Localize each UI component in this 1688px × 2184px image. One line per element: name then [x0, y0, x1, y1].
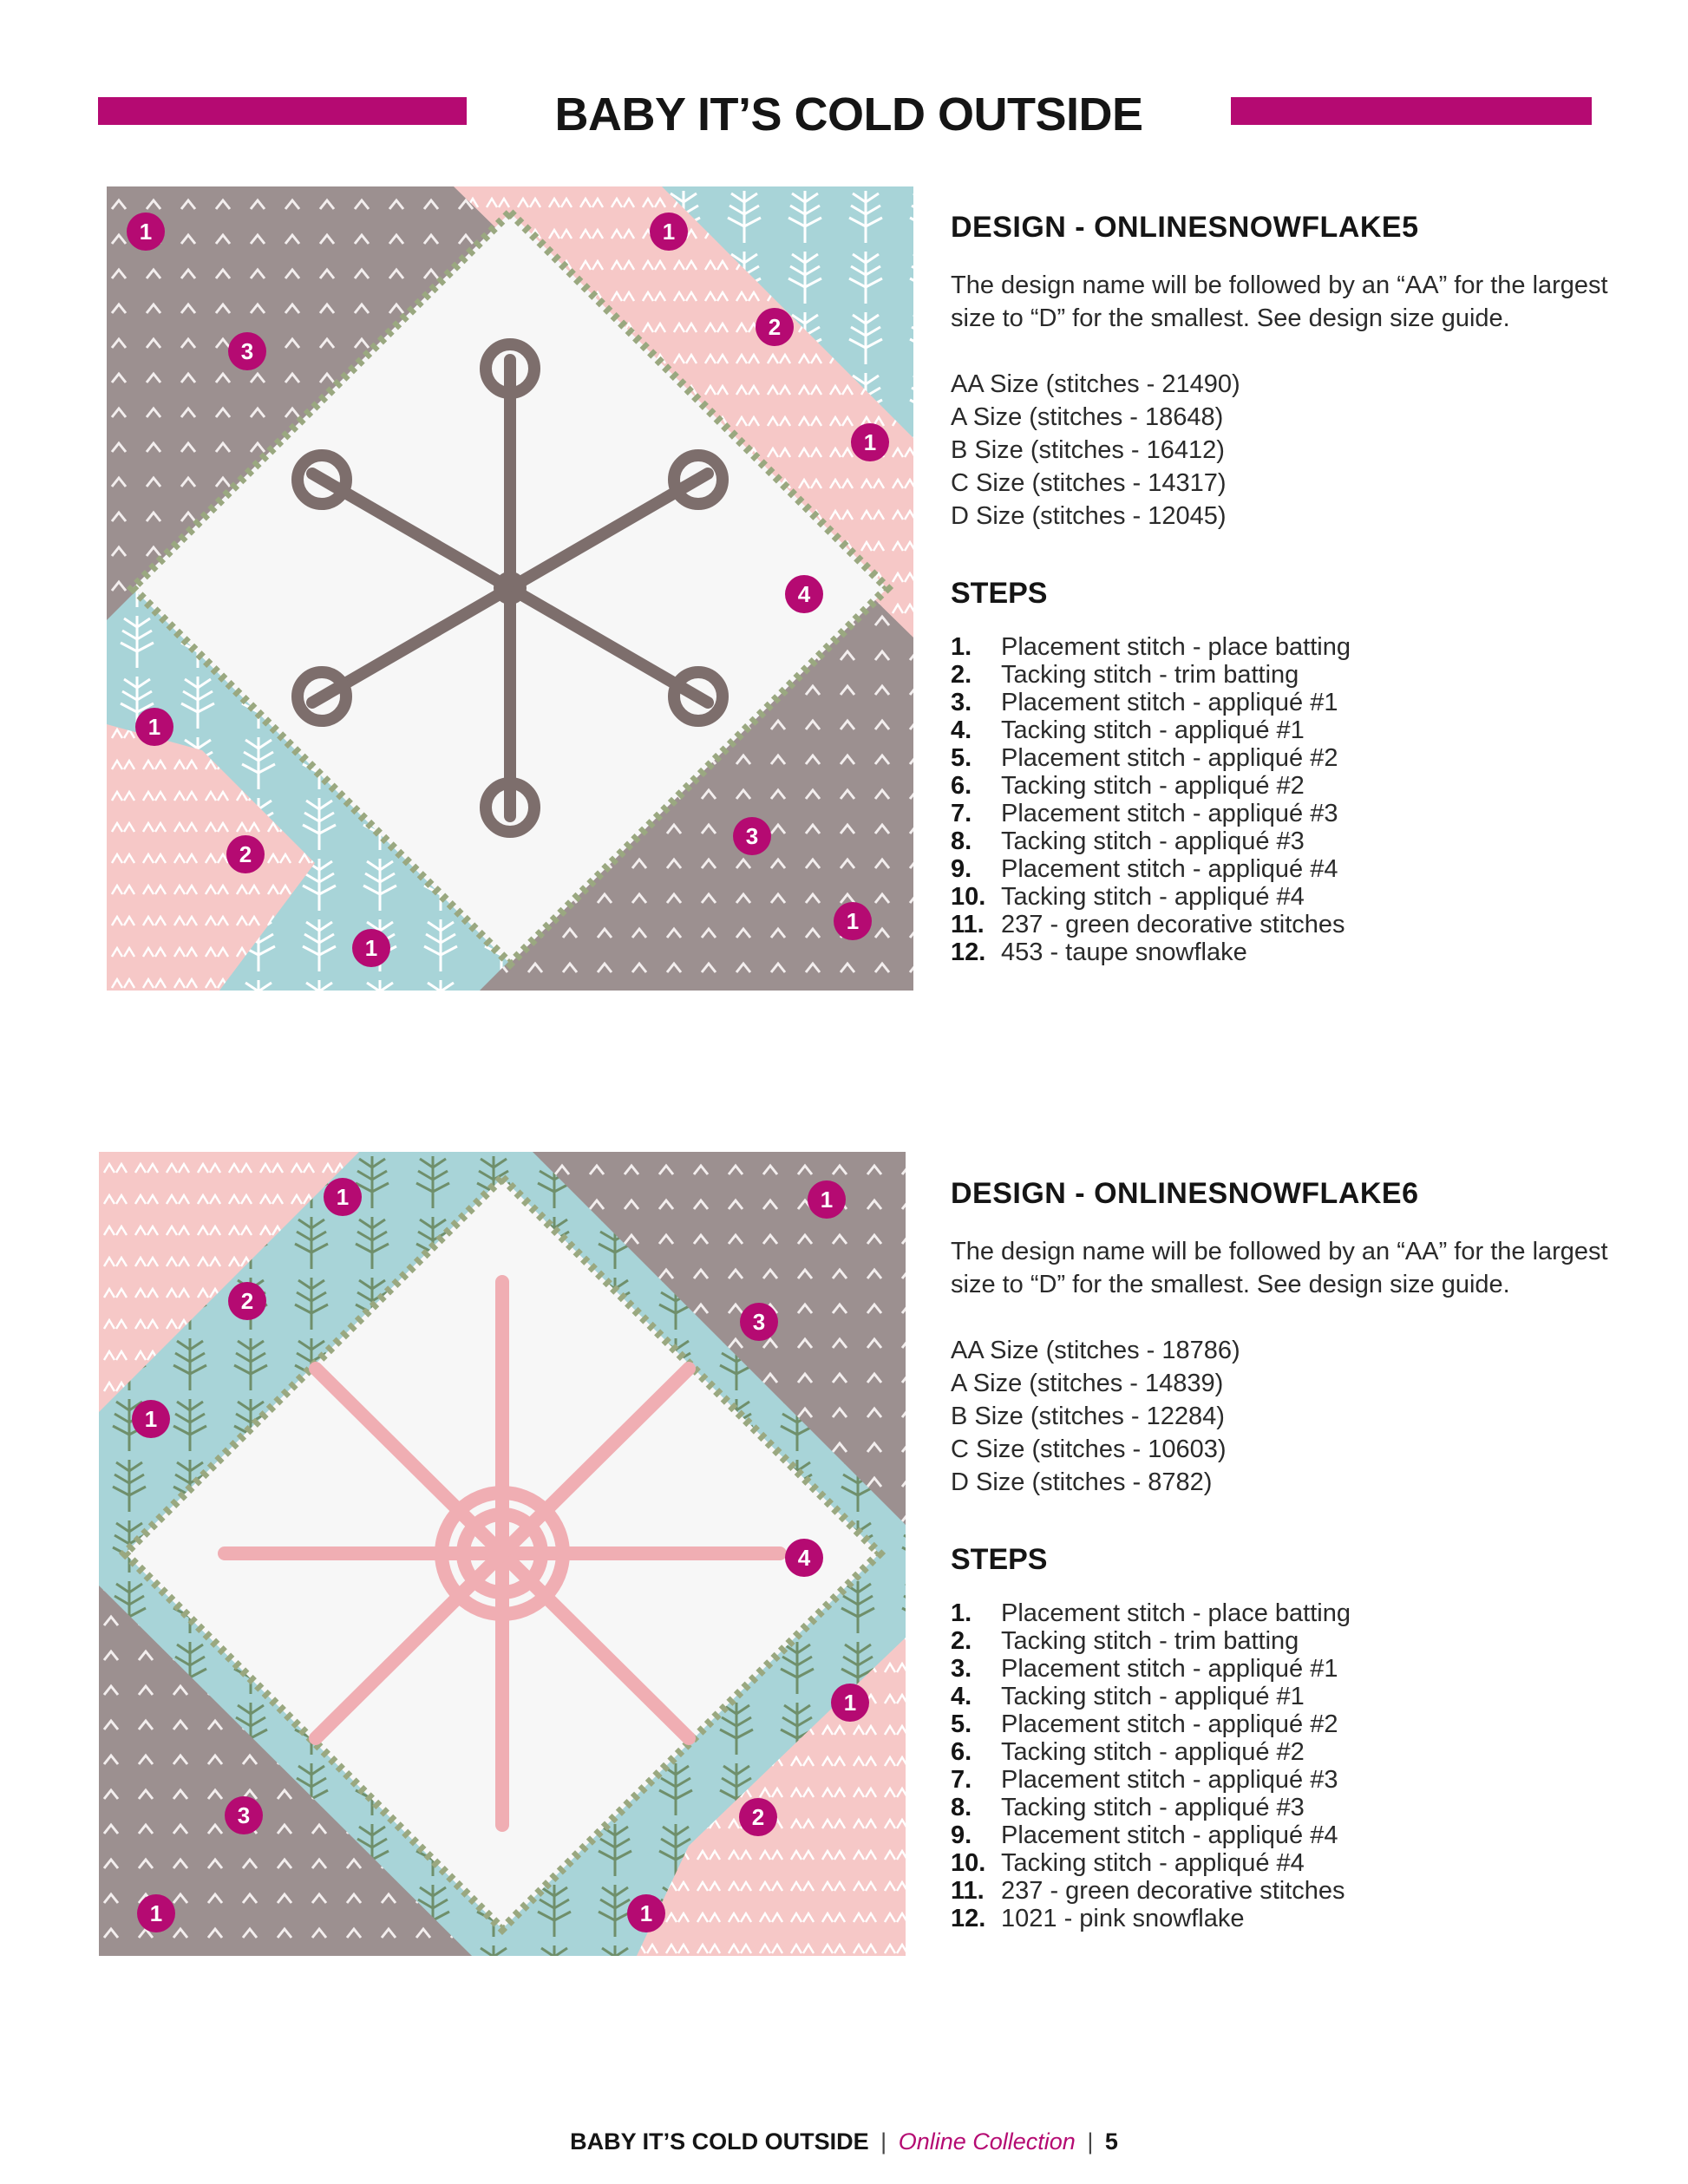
- svg-text:1: 1: [863, 429, 877, 455]
- step-item: 4. Tacking stitch - appliqué #1: [951, 716, 1305, 744]
- size-item: A Size (stitches - 14839): [951, 1370, 1224, 1397]
- svg-text:1: 1: [364, 935, 378, 961]
- step-item: 10. Tacking stitch - appliqué #4: [951, 1849, 1305, 1877]
- footer-separator: |: [1087, 2128, 1094, 2155]
- svg-text:1: 1: [639, 1900, 653, 1926]
- quilt-image-onlinesnowflake5: [107, 186, 913, 991]
- footer-title: BABY IT’S COLD OUTSIDE: [570, 2128, 869, 2155]
- page-title: BABY IT’S COLD OUTSIDE: [554, 88, 1143, 141]
- footer-separator: |: [880, 2128, 887, 2155]
- svg-text:2: 2: [751, 1804, 765, 1830]
- svg-text:1: 1: [843, 1690, 857, 1716]
- quilt-image-onlinesnowflake6: [99, 1152, 906, 1956]
- svg-text:4: 4: [797, 581, 811, 607]
- step-item: 10. Tacking stitch - appliqué #4: [951, 883, 1305, 911]
- svg-text:1: 1: [139, 219, 153, 245]
- step-item: 7. Placement stitch - appliqué #3: [951, 800, 1338, 827]
- steps-list: [951, 1599, 1610, 1932]
- design-heading: DESIGN - ONLINESNOWFLAKE6: [951, 1177, 1419, 1210]
- step-item: 9. Placement stitch - appliqué #4: [951, 1821, 1338, 1849]
- svg-text:1: 1: [336, 1184, 350, 1210]
- svg-text:2: 2: [240, 1288, 254, 1314]
- size-item: D Size (stitches - 12045): [951, 502, 1227, 530]
- svg-text:1: 1: [662, 219, 676, 245]
- step-item: 6. Tacking stitch - appliqué #2: [951, 772, 1305, 800]
- size-list: [951, 368, 1610, 533]
- step-item: 8. Tacking stitch - appliqué #3: [951, 827, 1305, 855]
- step-item: 5. Placement stitch - appliqué #2: [951, 744, 1338, 772]
- size-item: AA Size (stitches - 18786): [951, 1337, 1240, 1364]
- svg-text:4: 4: [797, 1545, 811, 1571]
- svg-text:3: 3: [752, 1309, 766, 1335]
- step-item: 7. Placement stitch - appliqué #3: [951, 1766, 1338, 1794]
- svg-text:3: 3: [240, 338, 254, 364]
- page-number: 5: [1104, 2128, 1118, 2155]
- step-item: 9. Placement stitch - appliqué #4: [951, 855, 1338, 883]
- size-item: B Size (stitches - 12284): [951, 1403, 1225, 1430]
- design-heading: DESIGN - ONLINESNOWFLAKE5: [951, 211, 1419, 244]
- step-item: 3. Placement stitch - appliqué #1: [951, 689, 1338, 716]
- size-item: AA Size (stitches - 21490): [951, 370, 1240, 398]
- svg-text:2: 2: [768, 314, 782, 340]
- size-item: C Size (stitches - 10603): [951, 1435, 1227, 1463]
- step-item: 12. 453 - taupe snowflake: [951, 938, 1247, 966]
- svg-text:1: 1: [846, 908, 860, 934]
- size-item: A Size (stitches - 18648): [951, 403, 1224, 431]
- step-item: 2. Tacking stitch - trim batting: [951, 1627, 1299, 1655]
- svg-text:1: 1: [149, 1900, 163, 1926]
- page-footer: [0, 2128, 1688, 2155]
- header-bar-right: [1231, 97, 1592, 125]
- step-item: 11. 237 - green decorative stitches: [951, 1877, 1345, 1905]
- step-item: 3. Placement stitch - appliqué #1: [951, 1655, 1338, 1683]
- svg-text:1: 1: [820, 1187, 834, 1213]
- svg-text:2: 2: [239, 841, 252, 867]
- size-list: [951, 1334, 1610, 1499]
- size-item: B Size (stitches - 16412): [951, 436, 1225, 464]
- step-item: 5. Placement stitch - appliqué #2: [951, 1710, 1338, 1738]
- size-item: C Size (stitches - 14317): [951, 469, 1227, 497]
- step-item: 6. Tacking stitch - appliqué #2: [951, 1738, 1305, 1766]
- svg-text:1: 1: [147, 714, 161, 740]
- header-bar-left: [98, 97, 467, 125]
- steps-list: [951, 633, 1610, 966]
- footer-collection: Online Collection: [898, 2128, 1076, 2155]
- design-description: The design name will be followed by an “AA” for the largest size to “D” for the smallest. See design size guide.: [951, 1238, 1608, 1298]
- step-item: 2. Tacking stitch - trim batting: [951, 661, 1299, 689]
- step-item: 11. 237 - green decorative stitches: [951, 911, 1345, 938]
- step-item: 1. Placement stitch - place batting: [951, 633, 1351, 661]
- svg-text:3: 3: [745, 823, 759, 849]
- design-panel-onlinesnowflake6: [951, 1174, 1610, 1932]
- design-panel-onlinesnowflake5: [951, 208, 1610, 966]
- steps-heading: STEPS: [951, 1543, 1048, 1576]
- step-item: 1. Placement stitch - place batting: [951, 1599, 1351, 1627]
- step-item: 8. Tacking stitch - appliqué #3: [951, 1794, 1305, 1821]
- design-description: The design name will be followed by an “AA” for the largest size to “D” for the smallest. See design size guide.: [951, 271, 1608, 332]
- step-item: 12. 1021 - pink snowflake: [951, 1905, 1245, 1932]
- steps-heading: STEPS: [951, 577, 1048, 610]
- svg-text:3: 3: [237, 1802, 251, 1828]
- svg-text:1: 1: [144, 1406, 158, 1432]
- step-item: 4. Tacking stitch - appliqué #1: [951, 1683, 1305, 1710]
- size-item: D Size (stitches - 8782): [951, 1468, 1213, 1496]
